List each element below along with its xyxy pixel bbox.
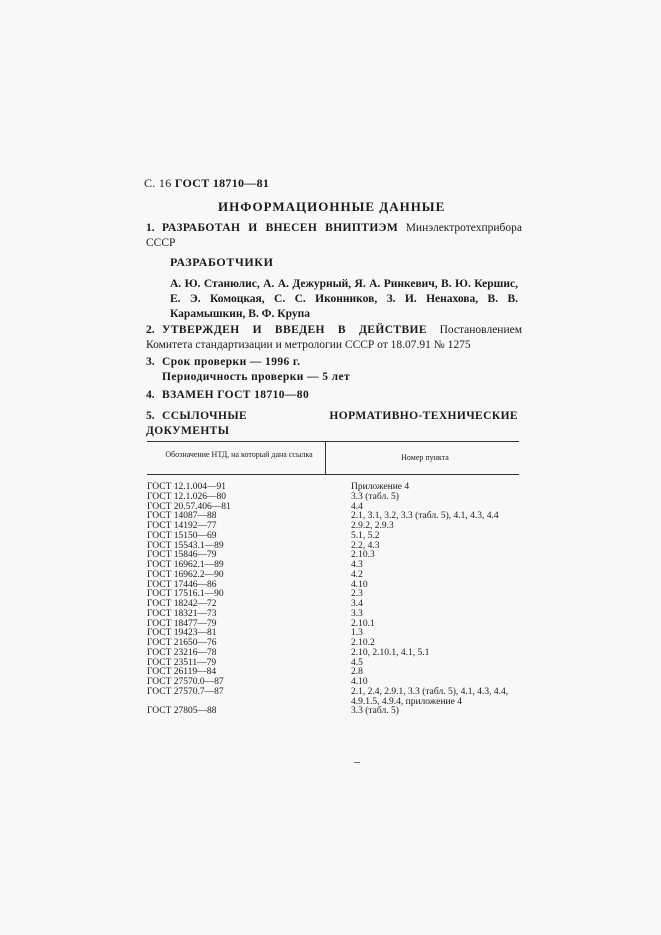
cell-document: ГОСТ 20.57.406—81 <box>147 501 231 512</box>
cell-document: ГОСТ 17446—86 <box>147 579 217 590</box>
section-heading: ССЫЛОЧНЫЕ НОРМАТИВНО-ТЕХНИЧЕСКИЕ ДОКУМЕНТЫ <box>146 410 518 437</box>
cell-clause: 4.5 <box>351 657 363 668</box>
reference-table-body <box>147 483 527 717</box>
cell-document: ГОСТ 15150—69 <box>147 530 217 541</box>
cell-clause: 2.9.2, 2.9.3 <box>351 521 394 531</box>
cell-clause: 2.10.2 <box>351 638 375 648</box>
cell-document: ГОСТ 15543.1—89 <box>147 540 224 551</box>
cell-clause: 4.2 <box>351 569 363 580</box>
cell-document: ГОСТ 27570.0—87 <box>147 677 224 687</box>
section-3 <box>146 355 522 385</box>
cell-document: ГОСТ 12.1.004—91 <box>147 482 226 492</box>
cell-document: ГОСТ 17516.1—90 <box>147 589 224 600</box>
cell-clause: 2.8 <box>351 667 363 678</box>
section-number: 3. <box>146 356 155 368</box>
section-5 <box>146 409 518 439</box>
table-row <box>147 688 527 708</box>
cell-clause: 2.1, 3.1, 3.2, 3.3 (табл. 5), 4.1, 4.3, 4.4 <box>351 511 499 522</box>
cell-clause: Приложение 4 <box>351 482 410 492</box>
cell-clause: 3.3 <box>351 608 363 619</box>
cell-clause: 5.1, 5.2 <box>351 530 380 541</box>
cell-document: ГОСТ 27570.7—87 <box>147 686 224 697</box>
section-heading: РАЗРАБОТАН И ВНЕСЕН ВНИПТИЭМ <box>162 222 399 234</box>
cell-document: ГОСТ 19423—81 <box>147 628 217 639</box>
cell-clause: 2.2, 4.3 <box>351 540 380 551</box>
section-number: 4. <box>146 389 155 401</box>
table-column-divider <box>325 441 326 474</box>
page-header <box>144 176 269 191</box>
page-number: С. 16 <box>144 176 172 190</box>
table-row <box>147 707 527 717</box>
review-period: Периодичность проверки — 5 лет <box>162 371 351 383</box>
cell-document: ГОСТ 23216—78 <box>147 647 217 658</box>
cell-document: ГОСТ 26119—84 <box>147 667 217 678</box>
document-code: ГОСТ 18710—81 <box>174 176 270 190</box>
cell-clause: 2.3 <box>351 589 363 600</box>
section-number: 5. <box>146 410 155 422</box>
cell-document: ГОСТ 16962.1—89 <box>147 560 224 570</box>
cell-clause: 4.3 <box>351 560 363 570</box>
section-number: 2. <box>146 324 155 336</box>
cell-clause: 3.3 (табл. 5) <box>351 706 399 717</box>
cell-clause: 1.3 <box>351 628 363 639</box>
section-1 <box>146 221 522 251</box>
section-4 <box>146 388 522 403</box>
cell-clause: 2.10.1 <box>351 618 375 629</box>
table-header-clause: Номер пункта <box>401 453 449 462</box>
section-heading: ВЗАМЕН ГОСТ 18710—80 <box>162 389 310 401</box>
section-text: Постановлением Комитета стандартизации и метрологии СССР от 18.07.91 № 1275 <box>146 324 522 351</box>
section-heading: УТВЕРЖДЕН И ВВЕДЕН В ДЕЙСТВИЕ <box>162 324 427 336</box>
section-number: 1. <box>146 222 155 234</box>
cell-document: ГОСТ 15846—79 <box>147 550 217 561</box>
cell-clause: 2.10.3 <box>351 550 375 561</box>
cell-document: ГОСТ 12.1.026—80 <box>147 491 226 502</box>
cell-document: ГОСТ 23511—79 <box>147 657 217 668</box>
section-text: Минэлектротехприбора СССР <box>146 222 522 249</box>
section-2 <box>146 323 522 353</box>
cell-clause: 4.10 <box>351 579 368 590</box>
cell-document: ГОСТ 18477—79 <box>147 618 217 629</box>
page-title: ИНФОРМАЦИОННЫЕ ДАННЫЕ <box>218 199 446 214</box>
cell-document: ГОСТ 14192—77 <box>147 521 217 531</box>
cell-clause: 2.1, 2.4, 2.9.1, 3.3 (табл. 5), 4.1, 4.3, 4.4, 4.9.1.5, 4.9.4, приложение 4 <box>351 686 509 707</box>
cell-clause: 4.4 <box>351 501 363 512</box>
table-header-rule <box>147 474 519 475</box>
cell-clause: 2.10, 2.10.1, 4.1, 5.1 <box>351 647 430 658</box>
cell-clause: 4.10 <box>351 677 368 687</box>
footer-mark <box>354 762 360 763</box>
cell-document: ГОСТ 14087—88 <box>147 511 217 522</box>
table-top-rule <box>147 441 519 442</box>
developers-heading: РАЗРАБОТЧИКИ <box>170 255 274 269</box>
developers-list: А. Ю. Станюлис, А. А. Дежурный, Я. А. Ринкевич, В. Ю. Кершис, Е. Э. Комоцкая, С. С. Иконников, З. И. Ненахова, В. В. Карамышкин, В. Ф. Крупа <box>170 278 518 320</box>
cell-document: ГОСТ 27805—88 <box>147 706 217 717</box>
cell-clause: 3.4 <box>351 599 363 609</box>
table-header-document: Обозначение НТД, на который дана ссылка <box>165 450 313 459</box>
cell-document: ГОСТ 18242—72 <box>147 599 217 609</box>
cell-document: ГОСТ 16962.2—90 <box>147 569 224 580</box>
review-term: Срок проверки — 1996 г. <box>162 356 301 368</box>
cell-document: ГОСТ 18321—73 <box>147 608 217 619</box>
cell-clause: 3.3 (табл. 5) <box>351 491 399 502</box>
cell-document: ГОСТ 21650—76 <box>147 638 217 648</box>
